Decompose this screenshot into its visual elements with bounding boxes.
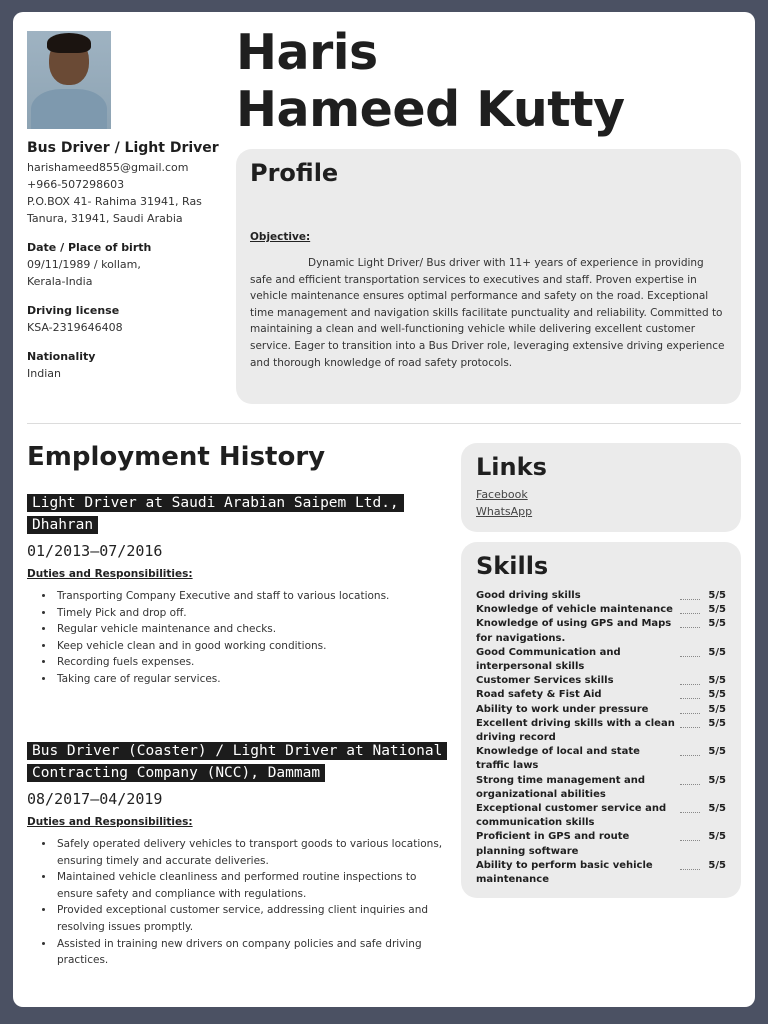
- skill-row: [476, 802, 726, 830]
- employment-history-title: Employment History: [27, 442, 326, 472]
- skill-name: Excellent driving skills with a clean driving record: [476, 717, 675, 744]
- skill-row: [476, 703, 726, 717]
- dob-line-2: Kerala-India: [27, 275, 93, 288]
- list-item: • Assisted in training new drivers on company policies and safe driving practices.: [55, 936, 447, 969]
- skill-name: Knowledge of local and state traffic laws: [476, 746, 640, 772]
- skill-row: [476, 603, 726, 617]
- resume-page: [13, 12, 755, 1007]
- skill-row: [476, 617, 726, 645]
- skill-row: [476, 589, 726, 603]
- list-item: • Timely Pick and drop off.: [55, 605, 447, 622]
- skill-rating: 5/5: [708, 675, 726, 687]
- skill-row: [476, 859, 726, 887]
- skill-rating: 5/5: [708, 590, 726, 601]
- links-title: Links: [476, 453, 547, 481]
- job-dates: 08/2017—04/2019: [27, 790, 163, 808]
- skill-leader: [680, 717, 700, 728]
- skill-leader: [680, 774, 700, 785]
- skill-leader: [680, 646, 700, 657]
- skill-leader: [680, 830, 700, 841]
- skill-rating: 5/5: [708, 689, 726, 701]
- links-section: [461, 443, 741, 532]
- list-item: • Taking care of regular services.: [55, 671, 447, 688]
- address-line-1: P.O.BOX 41- Rahima 31941, Ras: [27, 195, 202, 208]
- skill-row: [476, 717, 726, 745]
- skill-leader: [680, 859, 700, 870]
- skill-leader: [680, 617, 700, 628]
- skill-name: Exceptional customer service and communication skills: [476, 803, 667, 829]
- skill-rating: 5/5: [708, 604, 726, 616]
- list-item: • Provided exceptional customer service, addressing client inquiries and resolving issues promptly.: [55, 902, 447, 935]
- skill-row: [476, 830, 726, 858]
- list-item: • Transporting Company Executive and staff to various locations.: [55, 588, 447, 605]
- skills-list: [476, 589, 726, 887]
- skill-name: Strong time management and organizational abilities: [476, 774, 646, 800]
- list-item: • Regular vehicle maintenance and checks.: [55, 621, 447, 638]
- contact-info: [27, 140, 227, 382]
- skill-rating: 5/5: [708, 859, 726, 871]
- job-title: Bus Driver (Coaster) / Light Driver at National Contracting Company (NCC), Dammam: [27, 742, 447, 782]
- whatsapp-link[interactable]: WhatsApp: [476, 504, 533, 518]
- phone: +966-507298603: [27, 178, 125, 191]
- skill-row: [476, 688, 726, 702]
- skill-rating: 5/5: [708, 618, 726, 630]
- objective-text: Dynamic Light Driver/ Bus driver with 11+ years of experience in providing safe and efficient transportation services to executives and staff. Proven expertise in vehicle maintenance ensures optimal performance and safety on the road. Exceptional time management and navigation skills facilitate punctuality and reliability. Committed to maintaining a clean and well-functioning vehicle while delivering excellent customer service. Eager to transition into a Bus Driver role, leveraging extensive driving experience and thorough knowledge of road safety protocols.: [250, 257, 725, 369]
- skill-name: Knowledge of vehicle maintenance: [476, 604, 673, 616]
- job-title: Light Driver at Saudi Arabian Saipem Ltd., Dhahran: [27, 494, 404, 534]
- candidate-name: [236, 24, 625, 138]
- skill-rating: 5/5: [708, 717, 726, 729]
- skill-rating: 5/5: [708, 774, 726, 786]
- nationality: Indian: [27, 367, 61, 380]
- skill-row: [476, 674, 726, 688]
- skill-leader: [680, 703, 700, 714]
- skill-row: [476, 646, 726, 674]
- job-entry: [27, 740, 447, 969]
- skill-name: Ability to work under pressure: [476, 703, 649, 715]
- section-divider: [27, 423, 741, 424]
- skill-name: Knowledge of using GPS and Maps for navigations.: [476, 618, 672, 644]
- skill-name: Good Communication and interpersonal skills: [476, 646, 621, 673]
- job-dates: 01/2013—07/2016: [27, 542, 163, 560]
- skill-name: Road safety & Fist Aid: [476, 689, 602, 701]
- skill-leader: [680, 802, 700, 813]
- skill-rating: 5/5: [708, 703, 726, 715]
- duties-list: [55, 836, 447, 969]
- skill-name: Customer Services skills: [476, 675, 614, 687]
- skill-row: [476, 745, 726, 773]
- list-item: • Safely operated delivery vehicles to transport goods to various locations, ensuring timely and accurate deliveries.: [55, 836, 447, 869]
- objective-label: Objective:: [250, 231, 311, 243]
- duties-label: Duties and Responsibilities:: [27, 816, 193, 828]
- skill-leader: [680, 603, 700, 614]
- skill-rating: 5/5: [708, 646, 726, 658]
- address-line-2: Tanura, 31941, Saudi Arabia: [27, 212, 183, 225]
- skill-leader: [680, 745, 700, 756]
- profile-section: [236, 149, 741, 404]
- skill-name: Good driving skills: [476, 590, 581, 601]
- skill-rating: 5/5: [708, 746, 726, 758]
- skill-rating: 5/5: [708, 831, 726, 843]
- facebook-link[interactable]: Facebook: [476, 488, 528, 501]
- skill-row: [476, 774, 726, 802]
- list-item: • Keep vehicle clean and in good working conditions.: [55, 638, 447, 655]
- job-role: Bus Driver / Light Driver: [27, 140, 219, 156]
- name-line-2: Hameed Kutty: [236, 81, 625, 138]
- name-line-1: Haris: [236, 24, 378, 81]
- profile-photo: [27, 31, 111, 129]
- list-item: • Recording fuels expenses.: [55, 654, 447, 671]
- dob-label: Date / Place of birth: [27, 241, 152, 254]
- skill-leader: [680, 688, 700, 699]
- skill-name: Proficient in GPS and route planning software: [476, 831, 630, 857]
- dob-line-1: 09/11/1989 / kollam,: [27, 258, 141, 271]
- license-label: Driving license: [27, 304, 120, 317]
- email: harishameed855@gmail.com: [27, 161, 189, 174]
- skill-name: Ability to perform basic vehicle maintenance: [476, 859, 653, 886]
- skill-leader: [680, 589, 700, 600]
- list-item: • Maintained vehicle cleanliness and performed routine inspections to ensure safety and compliance with regulations.: [55, 869, 447, 902]
- nationality-label: Nationality: [27, 350, 96, 363]
- skills-title: Skills: [476, 552, 549, 580]
- duties-label: Duties and Responsibilities:: [27, 568, 193, 580]
- profile-title: Profile: [250, 159, 339, 187]
- skill-rating: 5/5: [708, 803, 726, 815]
- skills-section: [461, 542, 741, 898]
- job-entry: [27, 492, 447, 688]
- skill-leader: [680, 674, 700, 685]
- license-number: KSA-2319646408: [27, 321, 123, 334]
- duties-list: [55, 588, 447, 688]
